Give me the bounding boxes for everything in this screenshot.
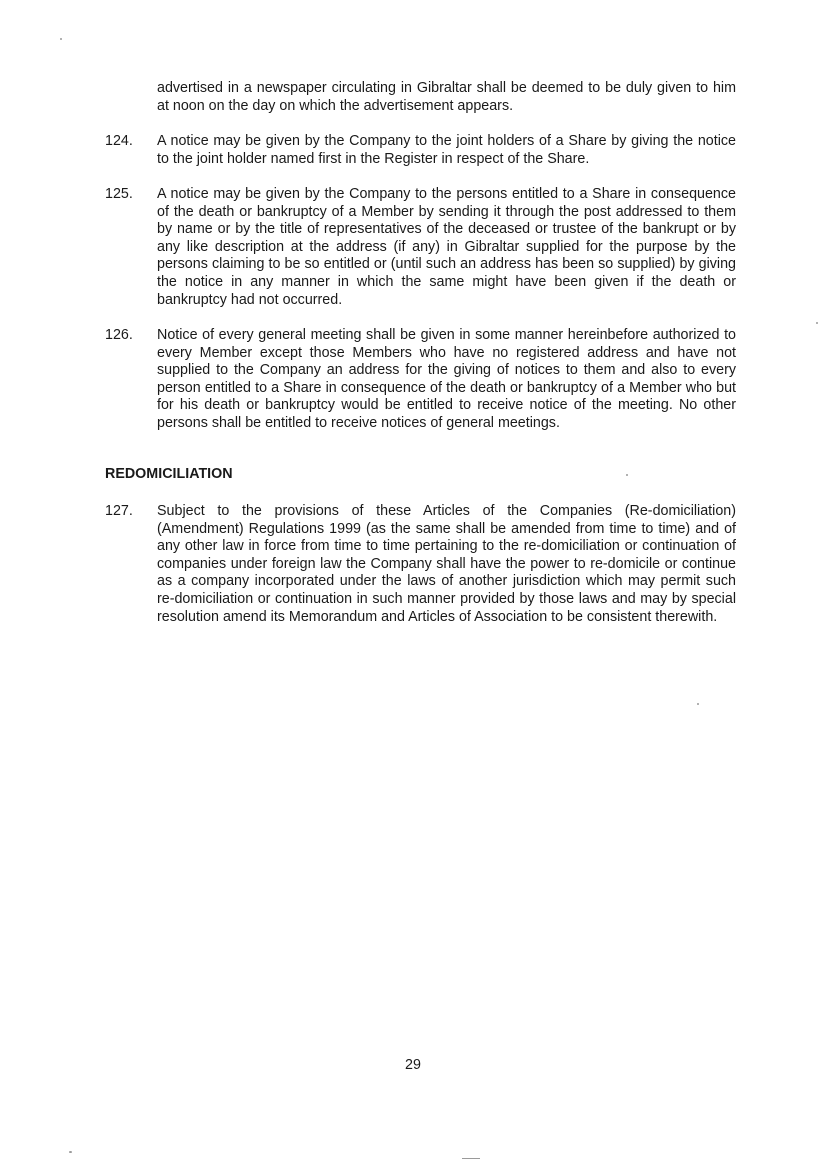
continuation-paragraph: advertised in a newspaper circulating in Gibraltar shall be deemed to be duly given to him at noon on the day on which the advertisement appears. xyxy=(157,80,736,114)
clause-text-127: Subject to the provisions of these Articles of the Companies (Re-domiciliation) (Amendment) Regulations 1999 (as the same shall be amended from time to time) and of any other law in force from time to time pertaining to the re-domiciliation or continuation of companies under foreign law the Company shall have the power to re-domicile or continue as a company incorporated under the laws of another jurisdiction which may permit such re-domiciliation or continuation in such manner provided by those laws and may by special resolution amend its Memorandum and Articles of Association to be consistent therewith. xyxy=(157,503,736,625)
scan-speck xyxy=(697,703,699,705)
clause-number-124: 124. xyxy=(105,133,133,149)
clause-number-125: 125. xyxy=(105,186,133,202)
section-heading: REDOMICILIATION xyxy=(105,466,233,482)
scan-speck xyxy=(60,38,62,40)
clause-text-125: A notice may be given by the Company to the persons entitled to a Share in consequence of the death or bankruptcy of a Member by sending it through the post addressed to them by name or by the title of representatives of the deceased or trustee of the bankrupt or by any like description at the address (if any) in Gibraltar supplied for the purpose by the persons claiming to be so entitled or (until such an address has been so supplied) by giving the notice in any manner in which the same might have been given if the death or bankruptcy had not occurred. xyxy=(157,186,736,308)
page-number: 29 xyxy=(405,1057,421,1073)
clause-text-126: Notice of every general meeting shall be given in some manner hereinbefore authorized to every Member except those Members who have no registered address and have not supplied to the Company an address for the giving of notices to them and also to every person entitled to a Share in consequence of the death or bankruptcy of a Member who but for his death or bankruptcy would be entitled to receive notice of the meeting. No other persons shall be entitled to receive notices of general meetings. xyxy=(157,327,736,431)
scan-speck xyxy=(69,1151,72,1153)
scan-speck xyxy=(462,1158,480,1159)
clause-number-126: 126. xyxy=(105,327,133,343)
clause-number-127: 127. xyxy=(105,503,133,519)
scan-speck xyxy=(626,474,628,476)
clause-text-124: A notice may be given by the Company to the joint holders of a Share by giving the notice to the joint holder named first in the Register in respect of the Share. xyxy=(157,133,736,167)
scan-speck xyxy=(816,322,818,324)
